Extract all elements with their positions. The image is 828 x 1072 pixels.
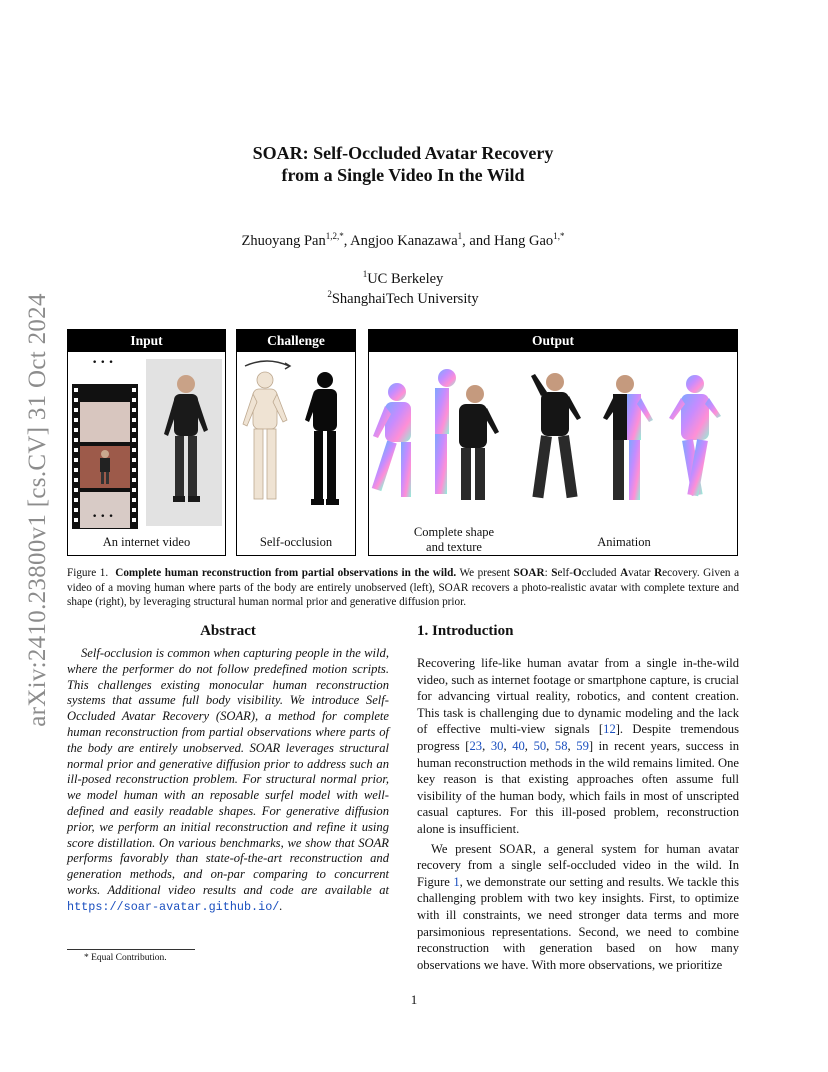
citation-link[interactable]: 12 bbox=[603, 722, 616, 737]
caption-initial: S bbox=[551, 567, 558, 579]
author-separator: , and bbox=[462, 233, 494, 249]
film-dots-bottom: • • • bbox=[92, 512, 114, 522]
caption-bold: Complete human reconstruction from partial observations in the wild. bbox=[115, 567, 457, 579]
normal-render bbox=[435, 369, 456, 494]
textured-render bbox=[531, 373, 581, 498]
citation-link[interactable]: 30 bbox=[490, 738, 504, 753]
figure-label: Figure 1. bbox=[67, 567, 109, 579]
intro-text: , bbox=[503, 738, 513, 753]
intro-text: , we demonstrate our setting and results. We tackle this challenging problem with two key insights. First, to optimize with ill constraints, we need stronger data terms and more parsimonious representations. Second, we need to combine reconstruction with generation based on how many observations we have. With more observations, we prioritize bbox=[417, 874, 739, 972]
intro-body bbox=[417, 655, 739, 976]
caption-text: vatar bbox=[628, 567, 655, 579]
film-dots-top: • • • bbox=[92, 358, 114, 368]
panel-heading: Challenge bbox=[237, 330, 355, 352]
intro-text: , bbox=[546, 738, 555, 753]
abstract-end: . bbox=[279, 898, 283, 913]
caption-text: : bbox=[544, 567, 552, 579]
panel-caption: Self-occlusion bbox=[259, 535, 333, 549]
abstract-heading: Abstract bbox=[200, 623, 256, 639]
abstract-body bbox=[67, 646, 389, 916]
paper-title bbox=[100, 142, 706, 186]
intro-paragraph bbox=[417, 655, 739, 838]
arxiv-id: arXiv:2410.23800v1 [cs.CV] 31 Oct 2024 bbox=[24, 293, 51, 727]
page-number: 1 bbox=[410, 992, 418, 1007]
author: Hang Gao bbox=[493, 233, 554, 249]
intro-text: , bbox=[567, 738, 577, 753]
footnote: * Equal Contribution. bbox=[84, 953, 167, 963]
citation-link[interactable]: 58 bbox=[554, 738, 568, 753]
affiliation-name: ShanghaiTech University bbox=[331, 291, 479, 307]
intro-text: ]. Despite tremendous progress [ bbox=[417, 722, 739, 753]
title-line-1: SOAR: Self-Occluded Avatar Recovery bbox=[252, 143, 554, 163]
citation-link[interactable]: 59 bbox=[576, 738, 589, 753]
abstract-text: Self-occlusion is common when capturing people in the wild, where the performer do not follow predefined motion scripts. This challenges existing monocular human reconstruction systems that assume full body visibility. We introduce Self-Occluded Avatar Recovery (SOAR), a method for complete human reconstruction from partial observations where parts of the body are entirely unobserved. SOAR leverages structural normal prior and generative diffusion prior to address such an ill-posed reconstruction problem. For structural normal prior, we model human with an reposable surfel model with well-defined and easily readable shapes. For generative diffusion prior, we perform an initial reconstruction and refine it using score distillation. On various benchmarks, we show that SOAR performs favorably than state-of-the-art reconstruction and generation methods, and on-par comparing to concurrent works. Additional video results and code are available at bbox=[67, 646, 389, 897]
film-frame bbox=[80, 402, 130, 442]
author-sup: 1,* bbox=[553, 231, 565, 241]
caption-initial: A bbox=[620, 567, 629, 579]
intro-heading: 1. Introduction bbox=[417, 623, 514, 639]
intro-text: ] in recent years, success in human reconstruction methods in the wild remains limited. One key reason is that existing approaches often assume full visibility of the human body, which fails in most of unscripted casual captures. For this ill-posed problem, reconstruction alone is insufficient. bbox=[417, 738, 739, 836]
author: Angjoo Kanazawa bbox=[350, 233, 458, 249]
affiliation-name: UC Berkeley bbox=[367, 271, 444, 287]
caption-text: We present bbox=[456, 567, 514, 579]
project-link[interactable]: https://soar-avatar.github.io/ bbox=[67, 899, 280, 914]
title-line-2: from a Single Video In the Wild bbox=[281, 165, 525, 185]
author-sup: 1,2,* bbox=[325, 231, 344, 241]
rotation-arrow-icon bbox=[245, 361, 289, 366]
intro-text: , bbox=[482, 738, 491, 753]
caption-text: Given a video of a moving human where parts of the body are entirely unobserved (left), SOAR recovers a photo-realistic avatar with complete texture and shape (right), by leveraging structural human normal prior and generative diffusion prior. bbox=[67, 567, 740, 608]
caption-line: and texture bbox=[426, 540, 482, 554]
visible-silhouette bbox=[243, 372, 287, 499]
caption-soar: SOAR bbox=[513, 567, 545, 579]
occluded-silhouette bbox=[305, 372, 339, 505]
input-video-illustration bbox=[68, 354, 224, 532]
panel-heading: Output bbox=[369, 330, 737, 352]
author: Zhuoyang Pan bbox=[241, 233, 326, 249]
caption-text: ecovery. bbox=[662, 567, 700, 579]
output-renders-illustration bbox=[369, 354, 736, 524]
panel-caption: An internet video bbox=[102, 535, 191, 549]
normal-render bbox=[669, 375, 721, 496]
panel-heading: Input bbox=[68, 330, 225, 352]
citation-link[interactable]: 40 bbox=[512, 738, 525, 753]
figure-panel-challenge bbox=[236, 329, 356, 556]
author-list bbox=[100, 231, 706, 250]
caption-line: Complete shape bbox=[413, 525, 495, 539]
citation-link[interactable]: 50 bbox=[533, 738, 547, 753]
intro-text: Recovering life-like human avatar from a single in-the-wild video, such as internet footage or smartphone capture, is crucial for advancing virtual reality, robotics, and content creation. This task is challenging due to dynamic modeling and the lack of effective multi-view signals [ bbox=[417, 656, 739, 737]
intro-text: , bbox=[524, 738, 534, 753]
self-occlusion-illustration bbox=[237, 354, 354, 534]
panel-caption bbox=[389, 525, 519, 555]
normal-render bbox=[627, 394, 653, 500]
figure-panel-output bbox=[368, 329, 738, 556]
citation-link[interactable]: 1 bbox=[453, 874, 460, 889]
author-sup: 1 bbox=[457, 231, 463, 241]
affiliation-sup: 2 bbox=[327, 289, 332, 299]
textured-render bbox=[459, 385, 499, 500]
figure-caption bbox=[67, 566, 739, 610]
caption-initial: R bbox=[654, 567, 663, 579]
normal-render bbox=[372, 383, 411, 497]
affiliation-sup: 1 bbox=[362, 269, 368, 279]
film-frame bbox=[80, 492, 130, 528]
panel-caption: Animation bbox=[597, 535, 651, 549]
figure-panel-input bbox=[67, 329, 226, 556]
arxiv-stamp bbox=[20, 285, 56, 735]
footnote-rule bbox=[67, 949, 195, 950]
affiliation bbox=[100, 284, 706, 309]
caption-text: ccluded bbox=[581, 567, 621, 579]
citation-link[interactable]: 23 bbox=[469, 738, 483, 753]
intro-text: We present SOAR, a general system for human avatar recovery from a single self-occluded video in the wild. In Figure bbox=[417, 841, 739, 889]
caption-text: elf- bbox=[557, 567, 574, 579]
intro-paragraph bbox=[417, 841, 739, 974]
caption-initial: O bbox=[573, 567, 582, 579]
author-separator: , bbox=[343, 233, 351, 249]
